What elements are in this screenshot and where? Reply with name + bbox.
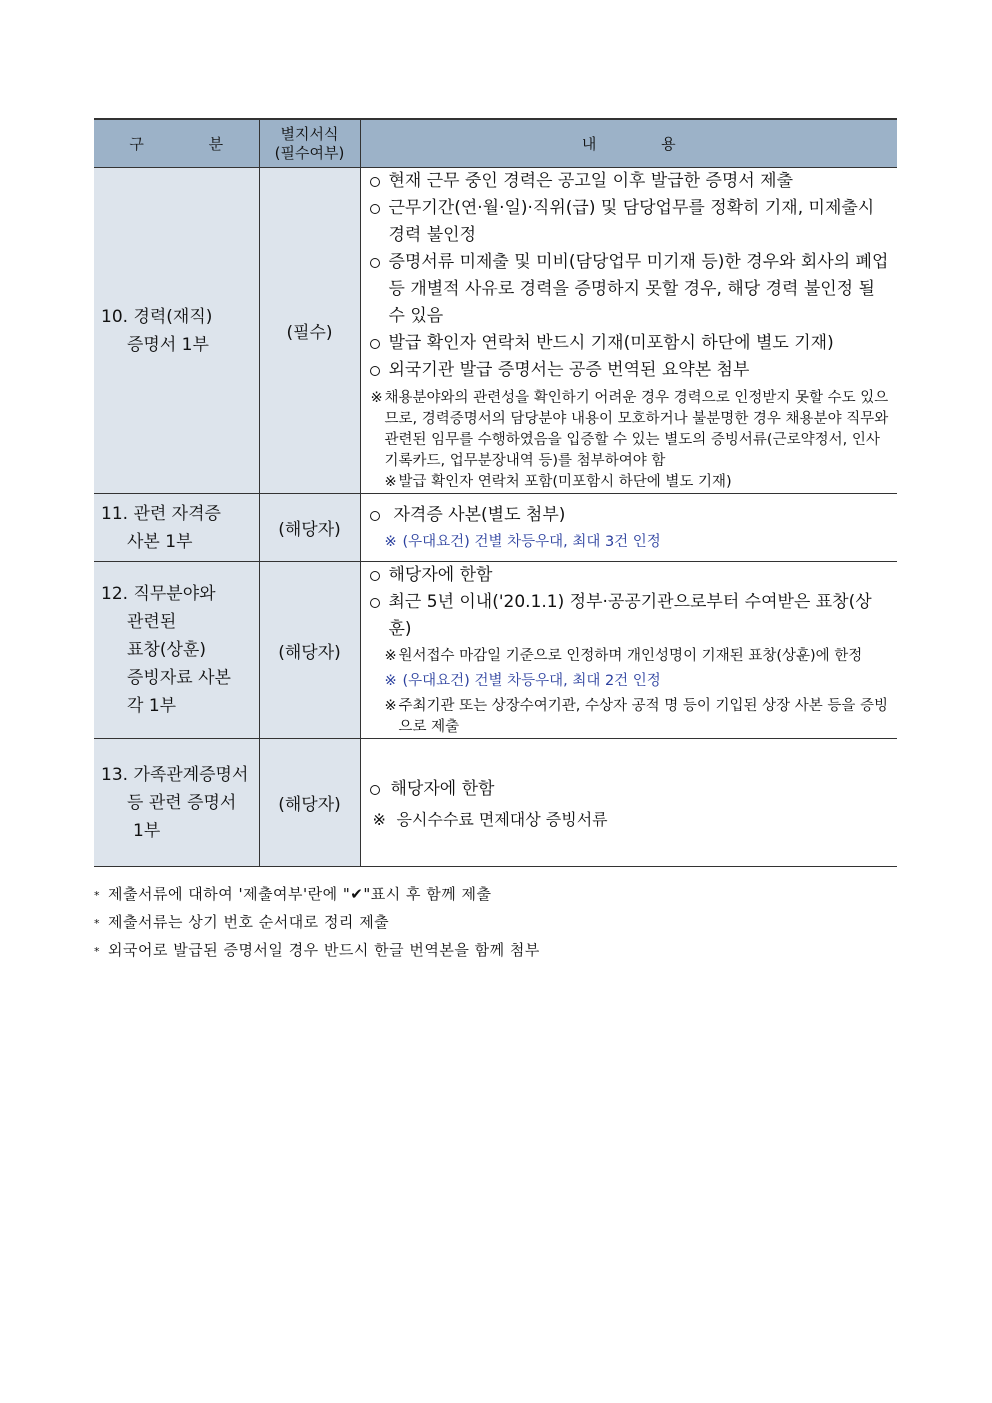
note-text: 응시수수료 면제대상 증빙서류 <box>396 809 608 829</box>
table-row <box>94 168 897 494</box>
row-category <box>94 562 259 739</box>
category-line: 각 1부 <box>127 696 177 716</box>
category-line: 13. 가족관계증명서 <box>101 764 249 785</box>
row-content <box>360 168 897 494</box>
table-row <box>94 562 897 739</box>
note-text: 원서접수 마감일 기준으로 인정하며 개인성명이 기재된 표창(상훈)에 한정 <box>398 648 863 664</box>
bullet-item: 해당자에 한함 <box>369 562 892 589</box>
category-line: 10. 경력(재직) <box>101 306 213 327</box>
bullet-item: 현재 근무 중인 경력은 공고일 이후 발급한 증명서 제출 <box>369 168 892 195</box>
note-item <box>369 472 892 493</box>
note-item <box>369 671 892 692</box>
header-form <box>259 119 360 168</box>
category-line: 11. 관련 자격증 <box>101 503 221 524</box>
note-mark-icon: ※ <box>384 673 397 689</box>
row-required: (해당자) <box>259 562 360 739</box>
row-category <box>94 494 259 562</box>
footer-note <box>94 937 540 965</box>
note-mark-icon: ※ <box>370 390 383 406</box>
note-item <box>369 388 892 472</box>
row-content <box>360 494 897 562</box>
footer-star: * <box>94 945 100 958</box>
bullet-item: 증명서류 미제출 및 미비(담당업무 미기재 등)한 경우와 회사의 폐업 등 개별적 사유로 경력을 증명하지 못할 경우, 해당 경력 불인정 될 수 있음 <box>369 249 892 330</box>
note-text: 채용분야와의 관련성을 확인하기 어려운 경우 경력으로 인정받지 못할 수도 있으므로, 경력증명서의 담당분야 내용이 모호하거나 불분명한 경우 채용분야 직무와 관련된 임무를 수행하였음을 입증할 수 있는 별도의 증빙서류(근로약정서, 인사기록카드, 업무분장내역 등)를 첨부하여야 함 <box>384 390 889 469</box>
footer-star: * <box>94 889 100 902</box>
header-content-label: 내 용 <box>581 135 676 153</box>
bullet-item: 해당자에 한함 <box>369 776 892 803</box>
bullet-item: 자격증 사본(별도 첨부) <box>369 502 892 529</box>
row-required: (필수) <box>259 168 360 494</box>
category-line: 12. 직무분야와 <box>101 584 216 604</box>
row-category <box>94 168 259 494</box>
footer-note <box>94 881 540 909</box>
table-row <box>94 494 897 562</box>
note-mark-icon: ※ <box>384 534 397 550</box>
footer-note <box>94 909 540 937</box>
bullet-item: 최근 5년 이내('20.1.1) 정부·공공기관으로부터 수여받은 표창(상훈) <box>369 589 892 643</box>
note-item <box>369 646 892 667</box>
row-required: (해당자) <box>259 494 360 562</box>
header-form-line2: (필수여부) <box>274 143 345 162</box>
category-line: 증명서 1부 <box>127 334 209 355</box>
bullet-item: 근무기간(연·월·일)·직위(급) 및 담당업무를 정확히 기재, 미제출시 경력 불인정 <box>369 195 892 249</box>
header-category-label: 구 분 <box>129 135 224 153</box>
row-content <box>360 739 897 867</box>
footer-note-text: 제출서류는 상기 번호 순서대로 정리 제출 <box>108 913 390 931</box>
row-category <box>94 739 259 867</box>
category-line: 등 관련 증명서 <box>127 792 237 813</box>
category-line: 사본 1부 <box>127 531 193 552</box>
table-header-row <box>94 119 897 168</box>
footer-star: * <box>94 917 100 930</box>
category-line: 증빙자료 사본 <box>127 668 231 688</box>
note-item <box>369 696 892 738</box>
header-content <box>360 119 897 168</box>
category-line: 1부 <box>133 820 161 841</box>
header-category <box>94 119 259 168</box>
note-text: 발급 확인자 연락처 포함(미포함시 하단에 별도 기재) <box>398 474 732 490</box>
header-form-line1: 별지서식 <box>280 124 339 143</box>
note-mark-icon: ※ <box>384 698 397 714</box>
bullet-item: 외국기관 발급 증명서는 공증 번역된 요약본 첨부 <box>369 357 892 384</box>
note-text: 주최기관 또는 상장수여기관, 수상자 공적 명 등이 기입된 상장 사본 등을 증빙으로 제출 <box>398 698 889 735</box>
bullet-item: 발급 확인자 연락처 반드시 기재(미포함시 하단에 별도 기재) <box>369 330 892 357</box>
note-mark-icon: ※ <box>384 474 397 490</box>
category-line: 관련된 <box>127 612 177 632</box>
note-mark-icon: ※ <box>372 809 386 829</box>
document-table <box>94 118 897 867</box>
note-item <box>369 532 892 553</box>
footer-notes <box>94 881 540 965</box>
footer-note-text: 외국어로 발급된 증명서일 경우 반드시 한글 번역본을 함께 첨부 <box>108 941 540 959</box>
note-text: (우대요건) 건별 차등우대, 최대 2건 인정 <box>402 673 661 689</box>
footer-note-text: 제출서류에 대하여 '제출여부'란에 "✔"표시 후 함께 제출 <box>108 885 492 903</box>
row-content <box>360 562 897 739</box>
table-row <box>94 739 897 867</box>
row-required: (해당자) <box>259 739 360 867</box>
note-item <box>369 809 892 830</box>
note-mark-icon: ※ <box>384 648 397 664</box>
note-text: (우대요건) 건별 차등우대, 최대 3건 인정 <box>402 534 661 550</box>
category-line: 표창(상훈) <box>127 640 206 660</box>
